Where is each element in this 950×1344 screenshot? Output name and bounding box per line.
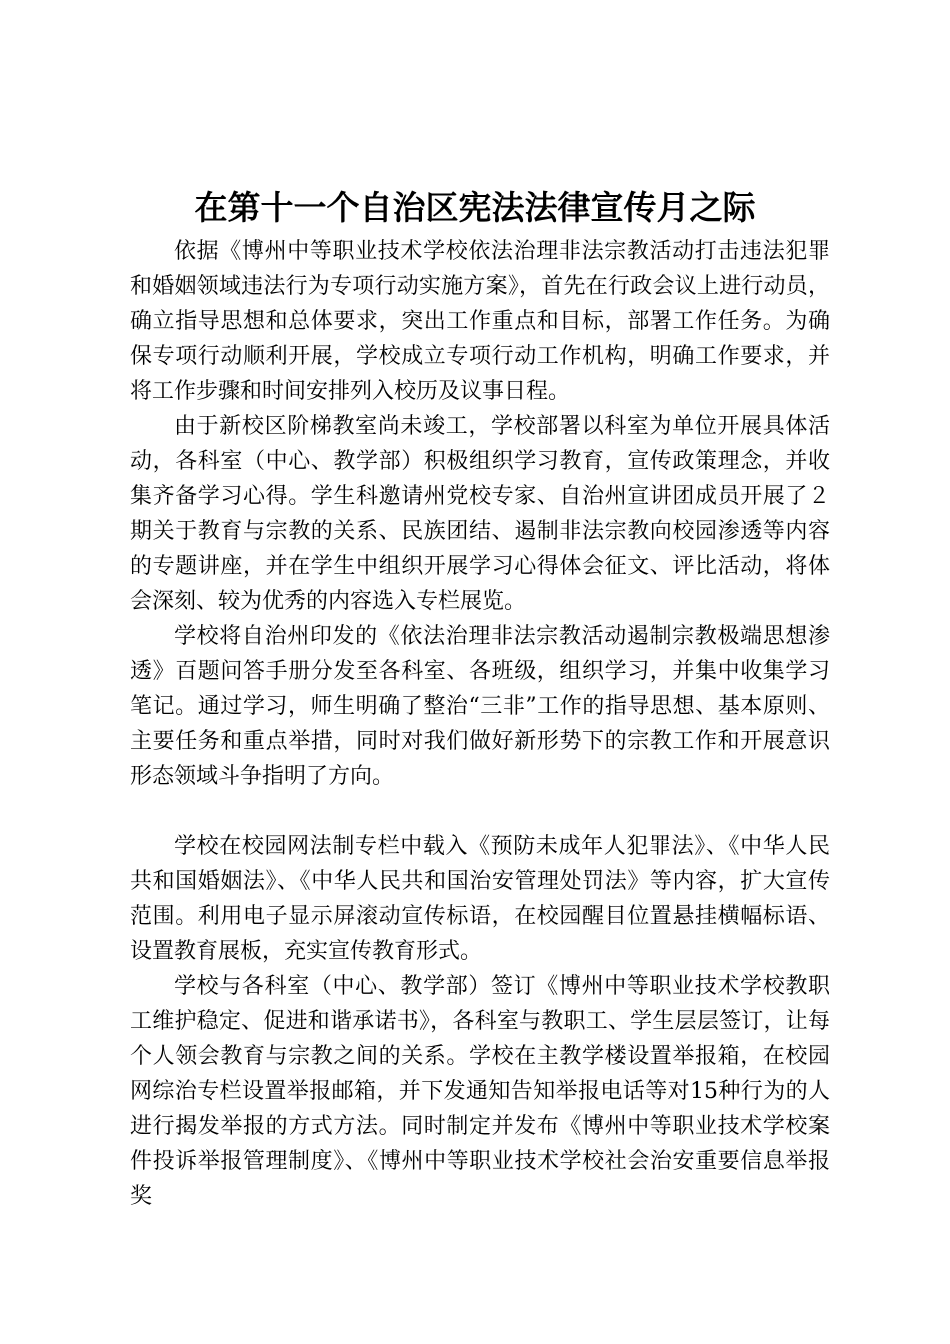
paragraph-1: 依据《博州中等职业技术学校依法治理非法宗教活动打击违法犯罪和婚姻领域违法行为专项行动实施方案》，首先在行政会议上进行动员，确立指导思想和总体要求，突出工作重点和目标，部署工作任务。为确保专项行动顺利开展，学校成立专项行动工作机构，明确工作要求，并将工作步骤和时间安排列入校历及议事日程。 [130, 239, 830, 404]
paragraph-2: 由于新校区阶梯教室尚未竣工，学校部署以科室为单位开展具体活动，各科室（中心、教学部）积极组织学习教育，宣传政策理念，并收集齐备学习心得。学生科邀请州党校专家、自治州宣讲团成员开展了２期关于教育与宗教的关系、民族团结、遏制非法宗教向校园渗透等内容的专题讲座，并在学生中组织开展学习心得体会征文、评比活动，将体会深刻、较为优秀的内容选入专栏展览。 [130, 414, 830, 614]
paragraph-3: 学校将自治州印发的《依法治理非法宗教活动遏制宗教极端思想渗透》百题问答手册分发至各科室、各班级，组织学习，并集中收集学习笔记。通过学习，师生明确了整治“三非”工作的指导思想、基本原则、主要任务和重点举措，同时对我们做好新形势下的宗教工作和开展意识形态领域斗争指明了方向。 [130, 624, 830, 789]
paragraph-4: 学校在校园网法制专栏中载入《预防未成年人犯罪法》、《中华人民共和国婚姻法》、《中华人民共和国治安管理处罚法》等内容，扩大宣传范围。利用电子显示屏滚动宣传标语，在校园醒目位置悬挂横幅标语、设置教育展板，充实宣传教育形式。 [130, 834, 830, 964]
paragraph-5: 学校与各科室（中心、教学部）签订《博州中等职业技术学校教职工维护稳定、促进和谐承诺书》，各科室与教职工、学生层层签订，让每个人领会教育与宗教之间的关系。学校在主教学楼设置举报箱，在校园网综治专栏设置举报邮箱，并下发通知告知举报电话等对15种行为的人进行揭发举报的方式方法。同时制定并发布《博州中等职业技术学校案件投诉举报管理制度》、《博州中等职业技术学校社会治安重要信息举报奖 [130, 974, 830, 1209]
document-body [130, 234, 830, 1214]
document-title: 在第十一个自治区宪法法律宣传月之际 [194, 188, 756, 227]
paragraph-gap [130, 794, 830, 829]
